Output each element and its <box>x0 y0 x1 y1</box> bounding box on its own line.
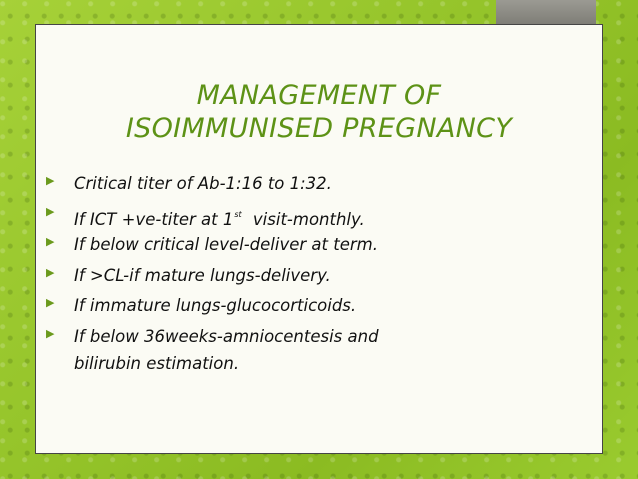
bullet-text-line-1: If below 36weeks-amniocentesis and <box>74 326 379 346</box>
triangle-right-icon: ▶ <box>46 174 55 187</box>
content-panel <box>35 24 603 454</box>
bullet-text: If below critical level-deliver at term. <box>74 235 378 254</box>
triangle-right-icon: ▶ <box>46 204 55 218</box>
bullet-text: Critical titer of Ab-1:16 to 1:32. <box>74 174 332 193</box>
bullet-item <box>46 292 379 323</box>
bullet-list <box>46 170 379 384</box>
slide-title <box>36 79 602 145</box>
triangle-right-icon: ▶ <box>46 326 55 340</box>
bullet-text: If >CL-if mature lungs-delivery. <box>74 265 331 285</box>
bullet-item <box>46 201 379 232</box>
triangle-right-icon: ▶ <box>46 265 55 279</box>
triangle-right-icon: ▶ <box>46 296 55 309</box>
bullet-text-pre: If ICT +ve-titer at 1 <box>74 209 234 229</box>
title-line-2: ISOIMMUNISED PREGNANCY <box>125 113 513 144</box>
bullet-text-post: visit-monthly. <box>247 209 365 229</box>
bullet-text <box>74 201 365 233</box>
bullet-item <box>46 323 379 384</box>
ordinal-suffix: st <box>234 209 242 219</box>
bullet-text: If immature lungs-glucocorticoids. <box>74 296 357 315</box>
top-accent-stripe <box>496 0 596 24</box>
title-line-1: MANAGEMENT OF <box>196 80 442 111</box>
bullet-text <box>74 323 379 377</box>
bullet-item <box>46 262 379 293</box>
bullet-item <box>46 231 379 262</box>
bullet-text-line-2: bilirubin estimation. <box>74 353 240 373</box>
bullet-item <box>46 170 379 201</box>
triangle-right-icon: ▶ <box>46 235 55 248</box>
